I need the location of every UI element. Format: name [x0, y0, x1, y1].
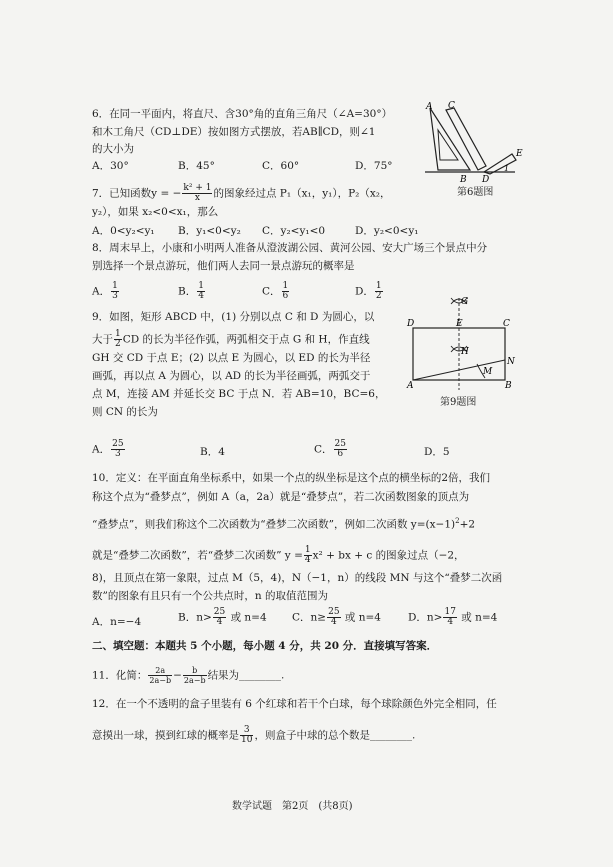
q7-fraction	[182, 184, 212, 203]
q8-d-den: 2	[375, 291, 382, 301]
q9-label-g: G	[461, 297, 469, 307]
q8-b-den: 4	[198, 291, 204, 301]
q9-option-c-label: C．	[314, 443, 333, 456]
q10-line3-sup: 2	[455, 517, 460, 525]
q10-b-num: 25	[213, 607, 226, 617]
q6-line2: 和木工角尺（CD⊥DE）按如图方式摆放，若AB∥CD，则∠1	[92, 126, 376, 138]
q10-option-d	[408, 608, 497, 627]
q10-line3-pre: “叠梦点”，则我们称这个二次函数为“叠梦二次函数”，例如二次函数 y=(x−1)	[92, 518, 456, 531]
q8-a-den: 3	[112, 291, 118, 301]
q8-option-b	[178, 282, 206, 301]
q12-frac-num: 3	[240, 726, 253, 736]
q12-line2-post: ，则盒子中球的总个数是________.	[254, 729, 416, 742]
q6-option-d: D．75°	[355, 160, 393, 172]
q9-line4: 画弧，再以点 A 为圆心，以 AD 的长为半径画弧，两弧交于	[92, 370, 371, 382]
q9-a-den: 3	[114, 449, 121, 459]
q10-line6: 数”的图象有且只有一个公共点时，n 的取值范围为	[92, 590, 328, 602]
q10-option-c	[292, 608, 381, 627]
q9-option-c	[314, 440, 348, 459]
q12-line1: 12．在一个不透明的盒子里装有 6 个红球和若干个白球，每个球除颜色外完全相同，任	[92, 698, 497, 710]
q6-label-e: E	[516, 149, 523, 159]
q8-option-b-label: B．	[178, 285, 197, 298]
q9-label-m: M	[483, 367, 493, 377]
q6-option-a: A．30°	[92, 160, 129, 172]
q6-label-1: 1	[504, 164, 510, 173]
q9-line2-pre: 大于	[92, 333, 113, 346]
q10-c-den: 4	[330, 617, 337, 627]
q9-option-a	[92, 440, 126, 459]
q11-f1-den: 2a−b	[149, 676, 172, 685]
q7-prefix: 7．已知函数y = −	[92, 187, 182, 200]
q10-c-num: 25	[328, 607, 340, 617]
q10-option-a: A．n=−4	[92, 616, 142, 628]
q11-f2-num: b	[183, 666, 207, 676]
q8-line2: 别选择一个景点游玩，他们两人去同一景点游玩的概率是	[92, 260, 355, 272]
q7-frac-den: x	[194, 193, 200, 203]
q7-option-c: C．y₂<y₁<0	[262, 225, 326, 237]
q8-option-c-label: C．	[262, 285, 281, 298]
q6-label-d: D	[482, 175, 490, 185]
q9-figure-caption: 第9题图	[440, 397, 477, 408]
q8-option-d	[355, 282, 384, 301]
q7-frac-num: k² + 1	[183, 183, 212, 193]
q12-line2-pre: 意摸出一球，摸到红球的概率是	[92, 729, 239, 742]
q10-option-c-pre: C．n≥	[292, 611, 327, 624]
q8-a-num: 1	[112, 281, 118, 291]
q9-line2	[92, 330, 370, 349]
q12-line2	[92, 726, 415, 745]
q10-line2: 称这个点为“叠梦点”，例如 A（a，2a）就是“叠梦点”，若二次函数图象的顶点为	[92, 491, 470, 503]
q11-f2-den: 2a−b	[183, 676, 206, 685]
q10-option-d-pre: D．n>	[408, 611, 443, 624]
q6-figure	[420, 100, 530, 200]
q7-option-d: D．y₂<0<y₁	[355, 225, 419, 237]
q7-option-a: A．0<y₂<y₁	[92, 225, 155, 237]
q10-line5: 8)，且顶点在第一象限，过点 M（5，4)，N（−1，n）的线段 MN 与这个“叠梦二次函	[92, 572, 503, 584]
q11-pre: 11．化简：	[92, 669, 148, 682]
q6-triangle-inner	[438, 130, 458, 160]
q9-label-h: H	[461, 347, 469, 357]
q6-ruler	[446, 108, 486, 170]
q8-option-a	[92, 282, 120, 301]
q8-d-num: 1	[375, 281, 382, 291]
q6-option-c: C．60°	[262, 160, 300, 172]
q6-line1: 6．在同一平面内，将直尺、含30°角的直角三角尺（∠A=30°）	[92, 108, 393, 120]
q10-d-den: 4	[447, 617, 454, 627]
q9-line3: GH 交 CD 于点 E；(2) 以点 E 为圆心，以 ED 的长为半径	[92, 352, 371, 364]
q10-line1: 10．定义：在平面直角坐标系中，如果一个点的纵坐标是这个点的横坐标的2倍，我们	[92, 472, 491, 484]
q9-c-num: 25	[334, 439, 346, 449]
q10-option-c-post: 或 n=4	[341, 611, 381, 624]
page-footer: 数学试题 第2页 (共8页)	[232, 801, 353, 812]
q10-option-b	[178, 608, 267, 627]
q6-option-b: B．45°	[178, 160, 215, 172]
q9-line1: 9．如图，矩形 ABCD 中，(1) 分别以点 C 和 D 为圆心，以	[92, 311, 375, 323]
q8-b-num: 1	[198, 281, 204, 291]
q8-option-d-label: D．	[355, 285, 374, 298]
q10-line4-pre: 就是“叠梦二次函数”，若“叠梦二次函数” y =	[92, 549, 303, 562]
q10-option-b-post: 或 n=4	[227, 611, 267, 624]
q9-option-b: B．4	[200, 446, 225, 458]
q6-label-c: C	[448, 101, 455, 111]
q10-frac-num: 1	[304, 545, 311, 555]
q6-carpenter-square	[484, 154, 516, 174]
q10-option-d-post: 或 n=4	[457, 611, 498, 624]
q9-option-a-label: A．	[92, 443, 111, 456]
q9-line2-post: CD 的长为半径作弧，两弧相交于点 G 和 H，作直线	[122, 333, 370, 346]
q7-option-b: B．y₁<0<y₂	[178, 225, 241, 237]
q6-label-a: A	[426, 102, 433, 112]
q10-option-b-pre: B．n>	[178, 611, 212, 624]
q9-label-d: D	[407, 319, 415, 329]
q8-c-num: 1	[282, 281, 289, 291]
q12-frac-den: 10	[241, 735, 253, 745]
q9-label-c: C	[503, 319, 510, 329]
q7-line1	[92, 184, 391, 203]
q9-frac-num: 1	[115, 329, 121, 339]
q7-line2: y₂），如果 x₂<0<x₁，那么	[92, 206, 219, 218]
q10-line3-post: +2	[459, 518, 476, 531]
q10-d-num: 17	[444, 607, 456, 617]
q11-f1-num: 2a	[148, 666, 172, 676]
q9-line5: 点 M，连接 AM 并延长交 BC 于点 N．若 AB=10，BC=6，	[92, 388, 386, 400]
q8-option-a-label: A．	[92, 285, 111, 298]
q10-line4-post: x² + bx + c 的图象过点（−2，	[312, 549, 465, 562]
q9-figure	[405, 290, 520, 395]
q8-option-c	[262, 282, 290, 301]
q9-c-den: 6	[337, 449, 344, 459]
q8-c-den: 6	[282, 291, 289, 301]
q9-frac-den: 2	[115, 339, 121, 349]
q9-line6: 则 CN 的长为	[92, 406, 158, 418]
q9-label-a: A	[407, 381, 414, 391]
q7-suffix: 的图象经过点 P₁（x₁，y₁），P₂（x₂，	[213, 187, 391, 200]
section2-title: 二、填空题：本题共 5 个小题，每小题 4 分，共 20 分．直接填写答案．	[92, 640, 438, 652]
q9-label-b: B	[505, 381, 512, 391]
q6-label-b: B	[460, 175, 467, 185]
q9-label-n: N	[507, 357, 515, 367]
q10-frac-den: 4	[304, 555, 311, 565]
q10-b-den: 4	[216, 617, 223, 627]
q8-line1: 8．周末早上，小康和小明两人准备从澄波湖公园、黄河公园、安大广场三个景点中分	[92, 242, 488, 254]
q11-minus: −	[173, 669, 182, 682]
q11-post: 结果为________.	[207, 669, 285, 682]
q10-line4	[92, 546, 465, 565]
q6-figure-caption: 第6题图	[457, 187, 494, 198]
q6-line3: 的大小为	[92, 143, 134, 155]
q9-a-num: 25	[112, 439, 124, 449]
q11-line	[92, 666, 284, 685]
q9-label-e: E	[456, 319, 463, 329]
q9-option-d: D．5	[424, 446, 450, 458]
q10-line3	[92, 515, 475, 532]
